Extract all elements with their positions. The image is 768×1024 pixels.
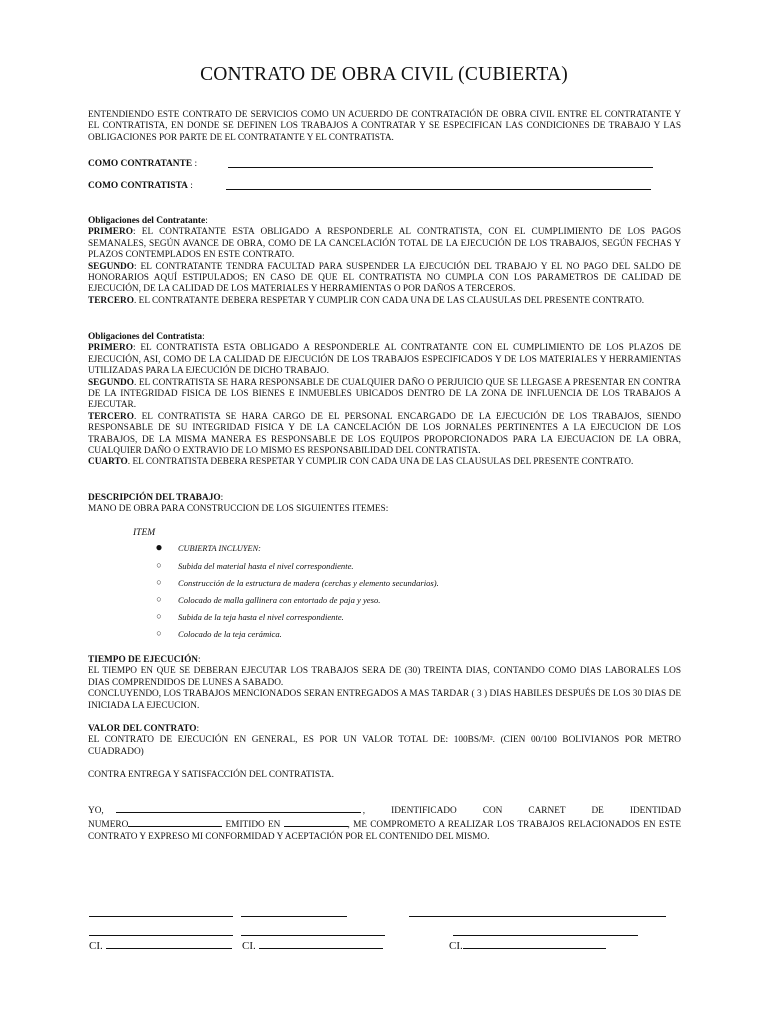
document-title: CONTRATO DE OBRA CIVIL (CUBIERTA) xyxy=(200,64,568,85)
ci-label: CI. xyxy=(449,940,463,952)
signature-line xyxy=(453,935,638,936)
clause-label: CUARTO xyxy=(88,457,128,468)
bullet-circle-icon: ○ xyxy=(156,628,162,638)
signature-line xyxy=(241,935,385,936)
signature-line xyxy=(241,916,347,917)
clause-text: EL CONTRATANTE DEBERA RESPETAR Y CUMPLIR CON CADA UNA DE LAS CLAUSULAS DEL PRESENTE CONTRATO. xyxy=(136,295,645,306)
bullet-circle-icon: ○ xyxy=(156,594,162,604)
sub-item: Subida de la teja hasta el nivel correspondiente. xyxy=(178,612,344,622)
clause-label: PRIMERO xyxy=(88,227,133,238)
intro-paragraph: ENTENDIENDO ESTE CONTRATO DE SERVICIOS COMO UN ACUERDO DE CONTRATACIÓN DE OBRA CIVIL ENTRE EL CONTRATANTE Y EL CONTRATISTA, EN DONDE SE DEFINEN LOS TRABAJOS A CONTRATAR Y SE ESPECIFICAN LAS CONDICIONES DE TRABAJO Y LAS OBLIGACIONES POR PARTE DE EL CONTRATANTE Y EL CONTRATISTA. xyxy=(88,110,681,143)
tiempo-paragraph-2: CONCLUYENDO, LOS TRABAJOS MENCIONADOS SERAN ENTREGADOS A MAS TARDAR ( 3 ) DIAS HABILES DESPUÉS DE LOS 30 DIAS DE INICIADA LA EJECUCION. xyxy=(88,689,681,711)
ci-blank-line xyxy=(463,938,606,949)
main-item: CUBIERTA INCLUYEN: xyxy=(178,544,261,553)
bullet-circle-icon: ○ xyxy=(156,611,162,621)
declaracion-resto: , ME COMPROMETO A REALIZAR LOS TRABAJOS RELACIONADOS EN ESTE CONTRATO Y EXPRESO MI CONFORMIDAD Y ACEPTACIÓN POR EL CONTENIDO DEL MISMO. xyxy=(88,820,682,842)
numero-blank-line xyxy=(128,817,222,827)
clause-separator: . xyxy=(127,457,131,468)
clause-text: EL CONTRATANTE ESTA OBLIGADO A RESPONDERLE AL CONTRATISTA, CON EL CUMPLIMIENTO DE LOS PAGOS SEMANALES, SEGÚN AVANCE DE OBRA, COMO DE LA CANCELACIÓN TOTAL DE LA EJECUCIÓN DE LOS TRABAJOS, SEGÚN FECHAS Y PLAZOS CONTEMPLADOS EN ESTE CONTRATO. xyxy=(88,227,681,261)
nombre-blank-line xyxy=(116,803,361,813)
descripcion-section: DESCRIPCIÓN DEL TRABAJO: MANO DE OBRA PARA CONSTRUCCION DE LOS SIGUIENTES ITEMES: xyxy=(88,493,681,516)
clause-separator: : xyxy=(133,261,137,272)
clause-text: EL CONTRATISTA ESTA OBLIGADO A RESPONDERLE AL CONTRATANTE CON EL CUMPLIMIENTO DE LOS PLAZOS DE EJECUCIÓN, ASI, COMO DE LA CALIDAD DE EJECUCIÓN DE LOS TRABAJOS ESPECIFICADOS Y DE LOS MATERIALES Y HERRAMIENTAS UTILIZADAS PARA LA EJECUCIÓN DE DICHO TRABAJO. xyxy=(88,343,681,377)
obligaciones-contratante-section: Obligaciones del Contratante: PRIMERO: EL CONTRATANTE ESTA OBLIGADO A RESPONDERLE AL CONTRATISTA, CON EL CUMPLIMIENTO DE LOS PAGOS SEMANALES, SEGÚN AVANCE DE OBRA, COMO DE LA CANCELACIÓN TOTAL DE LA EJECUCIÓN DE LOS TRABAJOS, SEGÚN FECHAS Y PLAZOS CONTEMPLADOS EN ESTE CONTRATO. SEGUNDO: EL CONTRATANTE TENDRA FACULTAD PARA SUSPENDER LA EJECUCIÓN DEL TRABAJO Y EL NO PAGO DEL SALDO DE HONORARIOS AQUÍ ESTIPULADOS; EN CASO DE QUE EL CONTRATISTA NO CUMPLA CON LOS PARAMETROS DE CALIDAD DE EJECUCIÓN, DE LA CALIDAD DE LOS MATERIALES Y HERRAMIENTAS O POR DAÑOS A TERCEROS. TERCERO. EL CONTRATANTE DEBERA RESPETAR Y CUMPLIR CON CADA UNA DE LAS CLAUSULAS DEL PRESENTE CONTRATO. xyxy=(88,216,681,306)
tiempo-paragraph-1: EL TIEMPO EN QUE SE DEBERAN EJECUTAR LOS TRABAJOS SERA DE (30) TREINTA DIAS, CONTANDO COMO DIAS LABORALES LOS DIAS COMPRENDIDOS DE LUNES A SABADO. xyxy=(88,666,681,688)
ci-field xyxy=(449,938,606,952)
contratista-field: COMO CONTRATISTA : xyxy=(88,181,681,193)
signature-line xyxy=(409,916,666,917)
valor-heading: VALOR DEL CONTRATO xyxy=(88,724,197,734)
bullet-circle-icon: ○ xyxy=(156,560,162,570)
ci-blank-line xyxy=(259,938,383,949)
clause-separator: . xyxy=(133,411,137,422)
contratista-clause-1 xyxy=(88,343,681,377)
contratista-label: COMO CONTRATISTA xyxy=(88,181,188,191)
emitido-blank-line xyxy=(284,817,348,827)
clause-text: EL CONTRATISTA SE HARA CARGO DE EL PERSONAL ENCARGADO DE LA EJECUCIÓN DE LOS TRABAJOS, SIENDO RESPONSABLE DE SU INTEGRIDAD FISICA Y DE LA CANCELACIÓN DE LOS JORNALES PERTINENTES A LA EJECUCION DE LOS TRABAJOS, DE LA MISMA MANERA ES RESPONSABLE DE LOS EQUIPOS PROPORCIONADOS PARA LA EJECUACION DE LA OBRA, CUALQUIER DAÑO O EXTRAVIO DE LO MISMO ES RESPONSABILIDAD DEL CONTRATISTA. xyxy=(88,411,681,457)
tiempo-section: TIEMPO DE EJECUCIÓN: EL TIEMPO EN QUE SE DEBERAN EJECUTAR LOS TRABAJOS SERA DE (30) TREINTA DIAS, CONTANDO COMO DIAS LABORALES LOS DIAS COMPRENDIDOS DE LUNES A SABADO. CONCLUYENDO, LOS TRABAJOS MENCIONADOS SERAN ENTREGADOS A MAS TARDAR ( 3 ) DIAS HABILES DESPUÉS DE LOS 30 DIAS DE INICIADA LA EJECUCION. xyxy=(88,655,681,711)
ci-blank-line xyxy=(106,938,232,949)
clause-text: EL CONTRATANTE TENDRA FACULTAD PARA SUSPENDER LA EJECUCIÓN DEL TRABAJO Y EL NO PAGO DEL SALDO DE HONORARIOS AQUÍ ESTIPULADOS; EN CASO DE QUE EL CONTRATISTA NO CUMPLA CON LOS PARAMETROS DE CALIDAD DE EJECUCIÓN, DE LA CALIDAD DE LOS MATERIALES Y HERRAMIENTAS O POR DAÑOS A TERCEROS. xyxy=(88,261,681,295)
ci-field xyxy=(89,938,232,952)
sub-item: Subida del material hasta el nivel correspondiente. xyxy=(178,561,354,571)
declaracion-numero: NUMERO xyxy=(88,820,129,831)
sub-item: Colocado de la teja cerámica. xyxy=(178,629,282,639)
declaracion-identificado: , IDENTIFICADO CON CARNET DE IDENTIDAD xyxy=(362,806,681,816)
bullet-circle-icon: ○ xyxy=(156,577,162,587)
valor-section: VALOR DEL CONTRATO: EL CONTRATO DE EJECUCIÓN EN GENERAL, ES POR UN VALOR TOTAL DE: 100BS/M². (CIEN 00/100 BOLIVIANOS POR METRO CUADRADO) CONTRA ENTREGA Y SATISFACCIÓN DEL CONTRATISTA. xyxy=(88,724,681,781)
obligaciones-contratista-heading: Obligaciones del Contratista xyxy=(88,332,203,342)
clause-label: TERCERO xyxy=(88,411,134,422)
contratante-clause-1 xyxy=(88,227,681,261)
obligaciones-contratante-heading: Obligaciones del Contratante xyxy=(88,216,206,226)
contratante-clause-2 xyxy=(88,262,681,296)
item-heading: ITEM xyxy=(133,528,156,538)
clause-label: SEGUNDO xyxy=(88,377,134,388)
clause-separator: : xyxy=(132,227,136,238)
descripcion-heading: DESCRIPCIÓN DEL TRABAJO xyxy=(88,493,221,503)
item-entries xyxy=(153,542,573,652)
clause-separator: : xyxy=(132,343,136,354)
clause-separator: . xyxy=(133,377,137,388)
ci-label: CI. xyxy=(242,940,256,952)
signature-line xyxy=(89,916,233,917)
obligaciones-contratista-section: Obligaciones del Contratista: PRIMERO: EL CONTRATISTA ESTA OBLIGADO A RESPONDERLE AL CONTRATANTE CON EL CUMPLIMIENTO DE LOS PLAZOS DE EJECUCIÓN, ASI, COMO DE LA CALIDAD DE EJECUCIÓN DE LOS TRABAJOS ESPECIFICADOS Y DE LOS MATERIALES Y HERRAMIENTAS UTILIZADAS PARA LA EJECUCIÓN DE DICHO TRABAJO. SEGUNDO. EL CONTRATISTA SE HARA RESPONSABLE DE CUALQUIER DAÑO O PERJUICIO QUE SE LLEGASE A PRESENTAR EN CONTRA DE LA INTEGRIDAD FISICA DE LOS BIENES E INMUEBLES UBICADOS DENTRO DE LA ZONA DE INFLUENCIA DE LOS TRABAJOS A EJECUTAR. TERCERO. EL CONTRATISTA SE HARA CARGO DE EL PERSONAL ENCARGADO DE LA EJECUCIÓN DE LOS TRABAJOS, SIENDO RESPONSABLE DE SU INTEGRIDAD FISICA Y DE LA CANCELACIÓN DE LOS JORNALES PERTINENTES A LA EJECUCION DE LOS TRABAJOS, DE LA MISMA MANERA ES RESPONSABLE DE LOS EQUIPOS PROPORCIONADOS PARA LA EJECUACION DE LA OBRA, CUALQUIER DAÑO O EXTRAVIO DE LO MISMO ES RESPONSABILIDAD DEL CONTRATISTA. CUARTO. EL CONTRATISTA DEBERA RESPETAR Y CUMPLIR CON CADA UNA DE LAS CLAUSULAS DEL PRESENTE CONTRATO. xyxy=(88,332,681,468)
clause-label: TERCERO xyxy=(88,295,134,306)
contratista-clause-3 xyxy=(88,412,681,458)
clause-text: EL CONTRATISTA SE HARA RESPONSABLE DE CUALQUIER DAÑO O PERJUICIO QUE SE LLEGASE A PRESENTAR EN CONTRA DE LA INTEGRIDAD FISICA DE LOS BIENES E INMUEBLES UBICADOS DENTRO DE LA ZONA DE INFLUENCIA DE LOS TRABAJOS A EJECUTAR. xyxy=(88,377,681,411)
bullet-dot-icon: ● xyxy=(155,540,163,554)
clause-label: PRIMERO xyxy=(88,343,133,354)
ci-label: CI. xyxy=(89,940,103,952)
signature-line xyxy=(89,935,233,936)
sub-item: Colocado de malla gallinera con entortado de paja y yeso. xyxy=(178,595,381,605)
contratante-blank-line xyxy=(228,167,653,168)
declaracion-yo: YO, xyxy=(88,806,104,816)
contratista-blank-line xyxy=(226,189,651,190)
contratista-clause-4 xyxy=(88,457,681,468)
entrega-text: CONTRA ENTREGA Y SATISFACCIÓN DEL CONTRATISTA. xyxy=(88,770,334,781)
contratante-field: COMO CONTRATANTE : xyxy=(88,159,681,171)
contratante-label: COMO CONTRATANTE xyxy=(88,159,193,169)
declaracion-section xyxy=(88,803,681,843)
tiempo-heading: TIEMPO DE EJECUCIÓN xyxy=(88,655,199,665)
contratante-clause-3 xyxy=(88,296,681,307)
sub-item: Construcción de la estructura de madera (cerchas y elemento secundarios). xyxy=(178,578,439,588)
clause-label: SEGUNDO xyxy=(88,261,134,272)
valor-text: EL CONTRATO DE EJECUCIÓN EN GENERAL, ES POR UN VALOR TOTAL DE: 100BS/M². (CIEN 00/100 BOLIVIANOS POR METRO CUADRADO) xyxy=(88,735,681,757)
clause-text: EL CONTRATISTA DEBERA RESPETAR Y CUMPLIR CON CADA UNA DE LAS CLAUSULAS DEL PRESENTE CONTRATO. xyxy=(130,457,634,468)
clause-separator: . xyxy=(133,295,137,306)
descripcion-text: MANO DE OBRA PARA CONSTRUCCION DE LOS SIGUIENTES ITEMES: xyxy=(88,504,389,515)
declaracion-emitido: EMITIDO EN xyxy=(225,820,281,831)
contratista-clause-2 xyxy=(88,378,681,412)
ci-field xyxy=(242,938,383,952)
